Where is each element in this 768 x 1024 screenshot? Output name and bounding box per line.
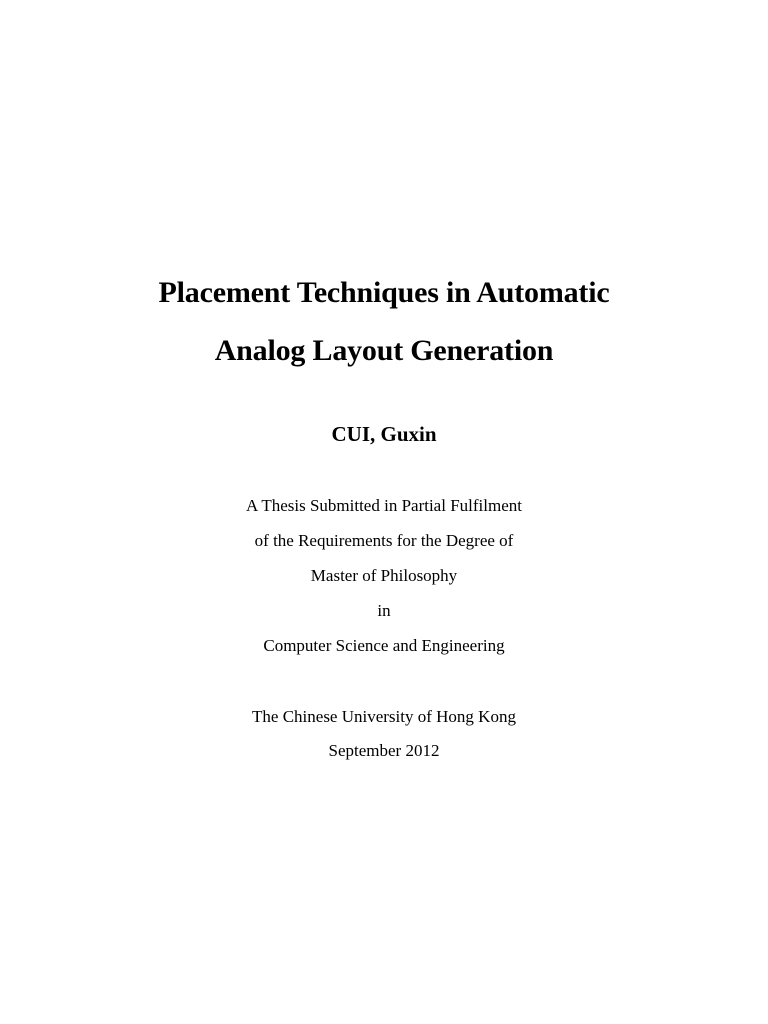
submission-date: September 2012 <box>328 741 440 760</box>
thesis-title-line-1: Placement Techniques in Automatic <box>158 276 610 309</box>
submission-line-in: in <box>377 601 391 620</box>
university-name: The Chinese University of Hong Kong <box>252 707 516 726</box>
department-name: Computer Science and Engineering <box>263 636 505 655</box>
submission-line-2: of the Requirements for the Degree of <box>254 531 514 550</box>
submission-line-1: A Thesis Submitted in Partial Fulfilment <box>246 496 522 515</box>
thesis-title-line-2: Analog Layout Generation <box>214 334 554 367</box>
degree-name: Master of Philosophy <box>310 566 458 585</box>
author-name: CUI, Guxin <box>331 422 437 446</box>
